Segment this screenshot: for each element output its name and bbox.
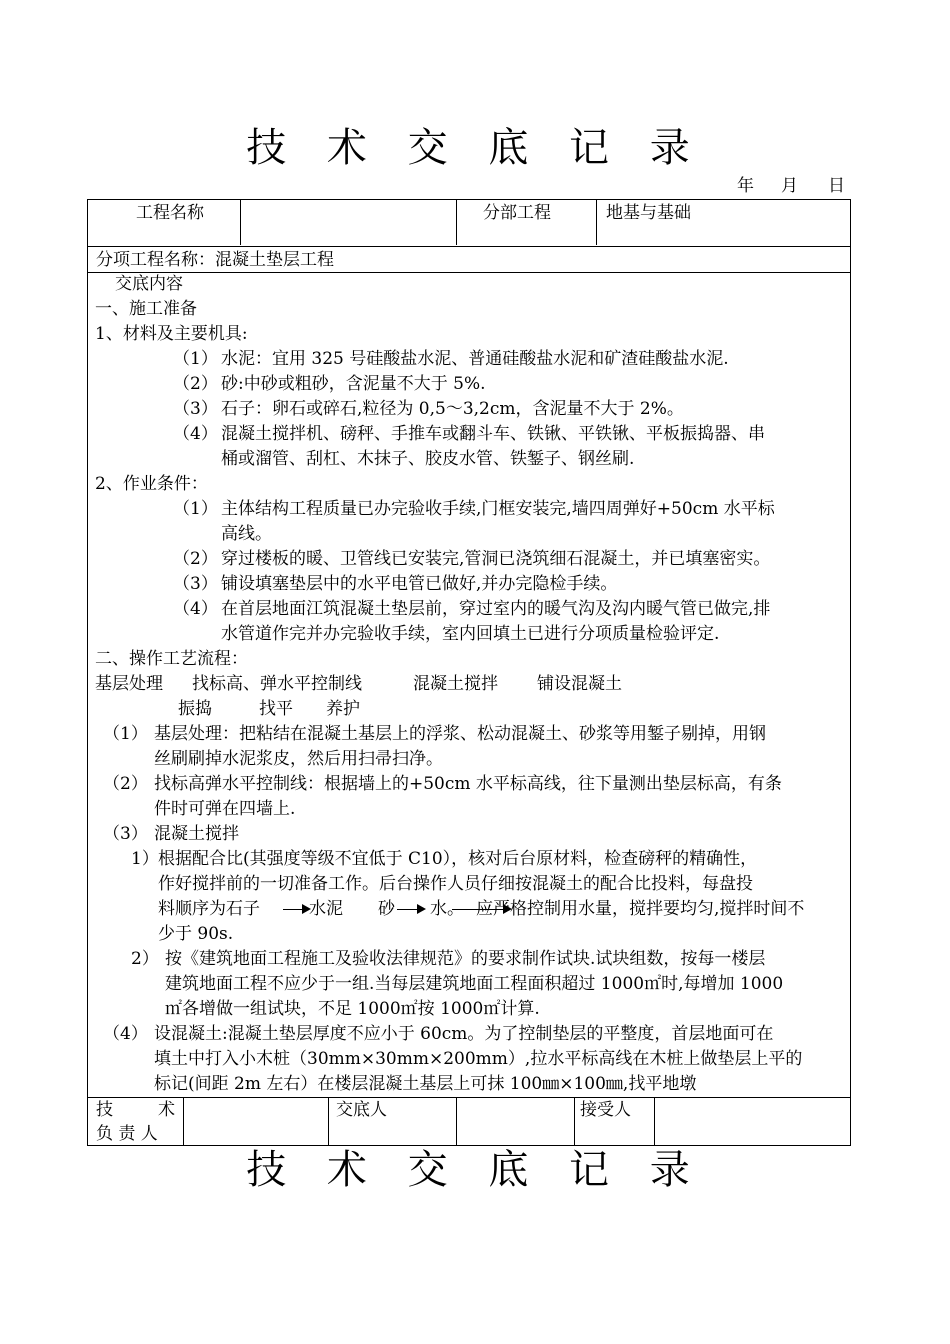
date-day-label: 日 — [828, 176, 845, 196]
item-text: 在首层地面江筑混凝土垫层前，穿过室内的暖气沟及沟内暖气管已做完,排 — [221, 599, 771, 619]
substep-text: 料顺序为石子 — [158, 899, 260, 919]
substep-number: 2） — [131, 949, 159, 969]
item-text: 石子：卵石或碎石,粒径为 0,5～3,2cm，含泥量不大于 2%。 — [221, 399, 684, 419]
item-text: 桶或溜管、刮杠、木抹子、胶皮水管、铁錾子、钢丝刷. — [221, 449, 635, 469]
flow-step: 混凝土搅拌 — [413, 674, 498, 694]
next-page-title: 技 术 交 底 记 录 — [246, 1147, 704, 1193]
substep-text: ㎡各增做一组试块，不足 1000㎡按 1000㎡计算. — [165, 999, 540, 1019]
receiver-label: 接受人 — [580, 1100, 631, 1120]
step-text: 基层处理：把粘结在混凝土基层上的浮浆、松动混凝土、砂浆等用錾子剔掉，用钢 — [154, 724, 766, 744]
flow-arrow-icon — [283, 909, 309, 910]
substep-text: 砂 — [378, 899, 395, 919]
subitem-name: 分项工程名称：混凝土垫层工程 — [96, 250, 334, 270]
item-number: （2） — [173, 549, 218, 569]
item-number: （1） — [173, 499, 218, 519]
item-text: 高线。 — [221, 524, 272, 544]
step-number: （4） — [103, 1024, 148, 1044]
header-table — [87, 199, 851, 273]
project-name-label: 工程名称 — [136, 203, 204, 223]
date-year-label: 年 — [737, 176, 754, 196]
step-text: 丝刷刷掉水泥浆皮，然后用扫帚扫净。 — [154, 749, 443, 769]
subsection-heading: 1、材料及主要机具: — [95, 324, 248, 344]
flow-step: 找标高、弹水平控制线 — [192, 674, 362, 694]
step-text: 标记(间距 2m 左右）在楼层混凝土基层上可抹 100㎜×100㎜,找平地墩 — [154, 1074, 697, 1094]
step-text: 找标高弹水平控制线：根据墙上的+50cm 水平标高线，往下量测出垫层标高，有条 — [154, 774, 782, 794]
step-text: 设混凝土:混凝土垫层厚度不应小于 60cm。为了控制垫层的平整度，首层地面可在 — [154, 1024, 774, 1044]
step-number: （3） — [103, 824, 148, 844]
substep-text: 应严格控制用水量，搅拌要均匀,搅拌时间不 — [476, 899, 805, 919]
section-heading: 二、操作工艺流程： — [95, 649, 248, 669]
division-label: 分部工程 — [483, 203, 551, 223]
flow-step: 养护 — [326, 699, 360, 719]
substep-text: 水泥 — [309, 899, 343, 919]
discloser-label: 交底人 — [336, 1100, 387, 1120]
signature-table — [87, 1097, 851, 1146]
flow-step: 铺设混凝土 — [537, 674, 622, 694]
substep-text: 建筑地面工程不应少于一组.当每层建筑地面工程面积超过 1000㎡时,每增加 1000 — [165, 974, 784, 994]
substep-text: 根据配合比(其强度等级不宜低于 C10），核对后台原材料，检查磅秤的精确性， — [158, 849, 758, 869]
technical-lead-label: 负 责 人 — [96, 1124, 158, 1144]
item-text: 穿过楼板的暖、卫管线已安装完,管洞已浇筑细石混凝土，并已填塞密实。 — [221, 549, 771, 569]
item-text: 砂:中砂或粗砂，含泥量不大于 5%. — [221, 374, 486, 394]
item-number: （3） — [173, 574, 218, 594]
flow-arrow-icon — [397, 909, 424, 910]
item-text: 铺设填塞垫层中的水平电管已做好,并办完隐检手续。 — [221, 574, 618, 594]
step-number: （2） — [103, 774, 148, 794]
step-text: 件时可弹在四墙上. — [154, 799, 296, 819]
item-text: 水泥：宜用 325 号硅酸盐水泥、普通硅酸盐水泥和矿渣硅酸盐水泥. — [221, 349, 729, 369]
item-number: （4） — [173, 599, 218, 619]
substep-text: 按《建筑地面工程施工及验收法律规范》的要求制作试块.试块组数，按每一楼层 — [165, 949, 766, 969]
substep-text: 少于 90s. — [158, 924, 234, 944]
subsection-heading: 2、作业条件： — [95, 474, 208, 494]
substep-text: 作好搅拌前的一切准备工作。后台操作人员仔细按混凝土的配合比投料，每盘投 — [158, 874, 753, 894]
item-number: （2） — [173, 374, 218, 394]
flow-step: 找平 — [259, 699, 293, 719]
technical-lead-label: 术 — [158, 1100, 175, 1120]
content-heading: 交底内容 — [115, 274, 183, 294]
substep-number: 1） — [131, 849, 159, 869]
date-month-label: 月 — [781, 176, 798, 196]
technical-lead-label: 技 — [96, 1100, 113, 1120]
flow-step: 振捣 — [178, 699, 212, 719]
division-value: 地基与基础 — [606, 203, 691, 223]
section-heading: 一、施工准备 — [95, 299, 197, 319]
item-number: （1） — [173, 349, 218, 369]
item-text: 混凝土搅拌机、磅秤、手推车或翻斗车、铁锹、平铁锹、平板振捣器、串 — [221, 424, 765, 444]
item-text: 主体结构工程质量已办完验收手续,门框安装完,墙四周弹好+50cm 水平标 — [221, 499, 775, 519]
item-text: 水管道作完并办完验收手续，室内回填土已进行分项质量检验评定. — [221, 624, 720, 644]
document-title: 技 术 交 底 记 录 — [246, 125, 704, 171]
step-text: 填土中打入小木桩（30mm×30mm×200mm）,拉水平标高线在木桩上做垫层上平的 — [154, 1049, 803, 1069]
substep-text: 水。 — [430, 899, 464, 919]
item-number: （3） — [173, 399, 218, 419]
step-text: 混凝土搅拌 — [154, 824, 239, 844]
item-number: （4） — [173, 424, 218, 444]
flow-step: 基层处理 — [95, 674, 163, 694]
step-number: （1） — [103, 724, 148, 744]
